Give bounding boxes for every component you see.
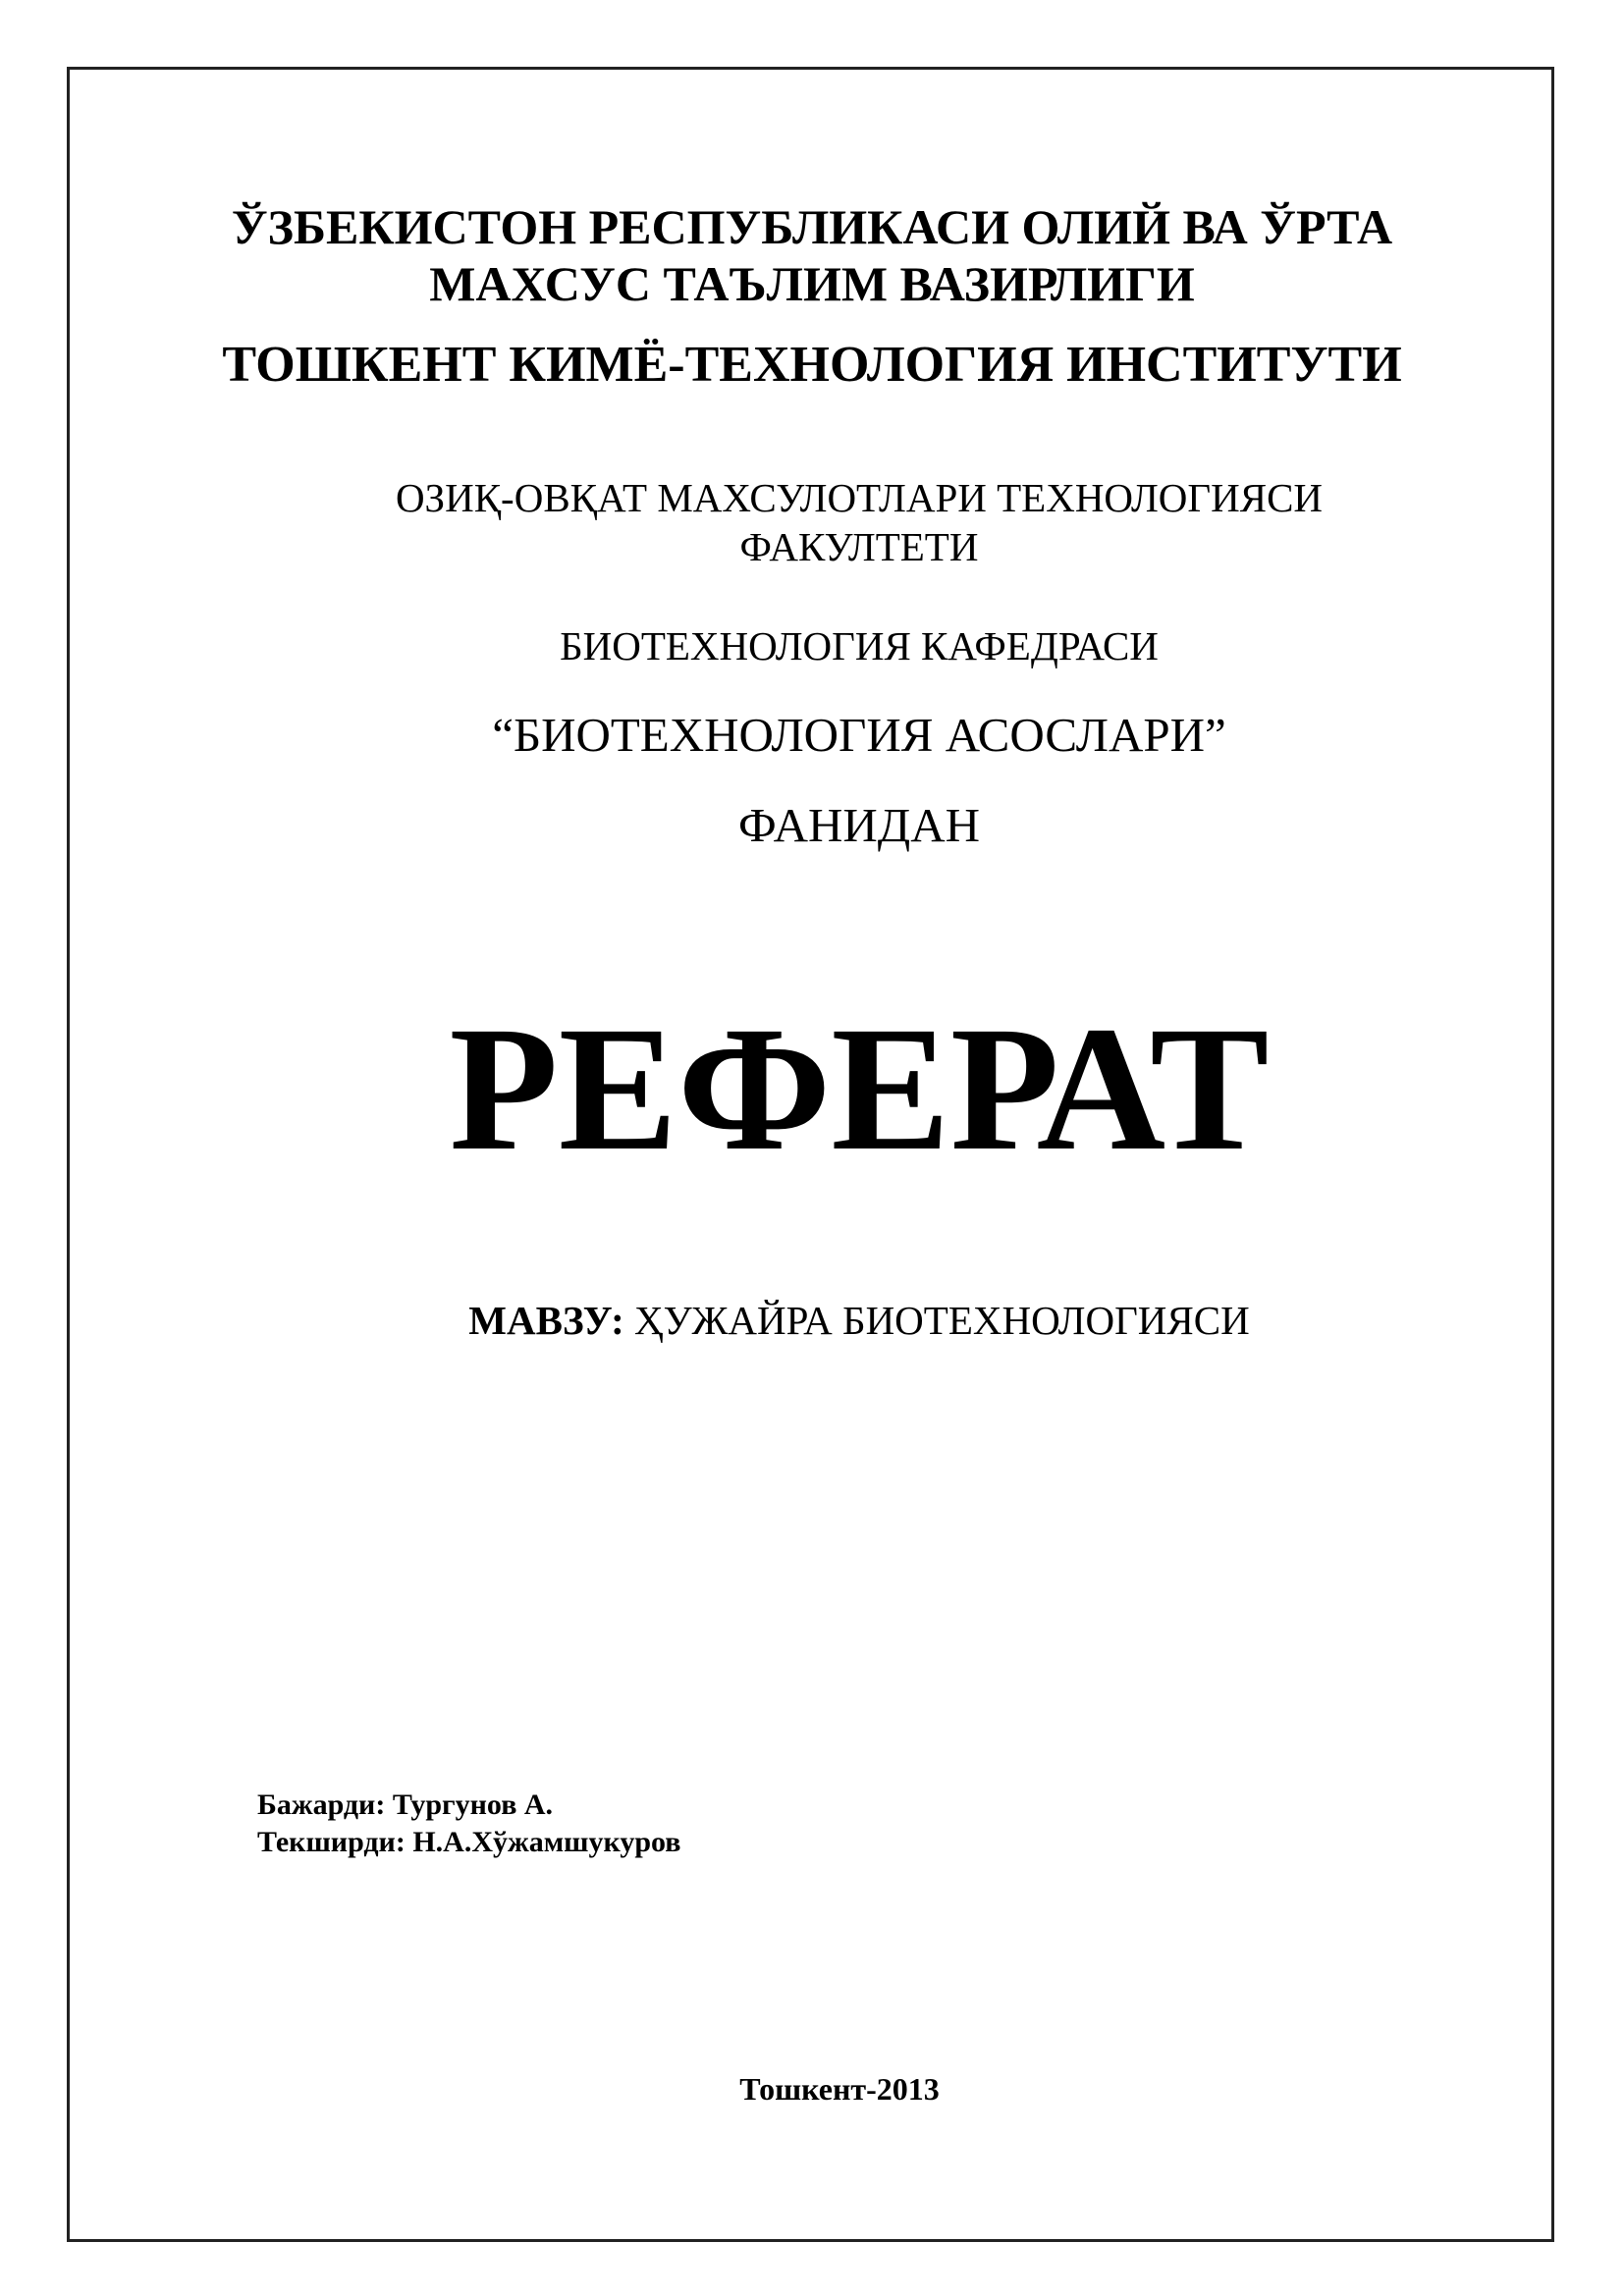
author-line: Бажарди: Тургунов А.: [257, 1789, 554, 1821]
subject-suffix: ФАНИДАН: [738, 798, 980, 852]
institute-heading: ТОШКЕНТ КИМЁ-ТЕХНОЛОГИЯ ИНСТИТУТИ: [222, 337, 1402, 393]
topic-value: ҲУЖАЙРА БИОТЕХНОЛОГИЯСИ: [623, 1298, 1250, 1343]
ministry-heading: [0, 198, 1624, 312]
topic-label: МАВЗУ:: [468, 1298, 624, 1343]
document-type-title: РЕФЕРАТ: [449, 990, 1270, 1188]
reviewer-line: Текширди: Н.А.Хўжамшукуров: [257, 1826, 681, 1858]
faculty-line-1: ОЗИҚ-ОВҚАТ МАХСУЛОТЛАРИ ТЕХНОЛОГИЯСИ: [395, 475, 1324, 520]
topic-line: [47, 1296, 1624, 1345]
ministry-line-1: ЎЗБЕКИСТОН РЕСПУБЛИКАСИ ОЛИЙ ВА ЎРТА: [231, 199, 1393, 254]
subject-name: “БИОТЕХНОЛОГИЯ АСОСЛАРИ”: [492, 708, 1226, 762]
department-heading: БИОТЕХНОЛОГИЯ КАФЕДРАСИ: [560, 623, 1159, 668]
ministry-line-2: МАХСУС ТАЪЛИМ ВАЗИРЛИГИ: [429, 256, 1195, 311]
people-block: [257, 1787, 681, 1861]
faculty-line-2: ФАКУЛТЕТИ: [739, 524, 979, 569]
faculty-heading: [47, 473, 1624, 571]
city-year: Тошкент-2013: [739, 2071, 940, 2107]
